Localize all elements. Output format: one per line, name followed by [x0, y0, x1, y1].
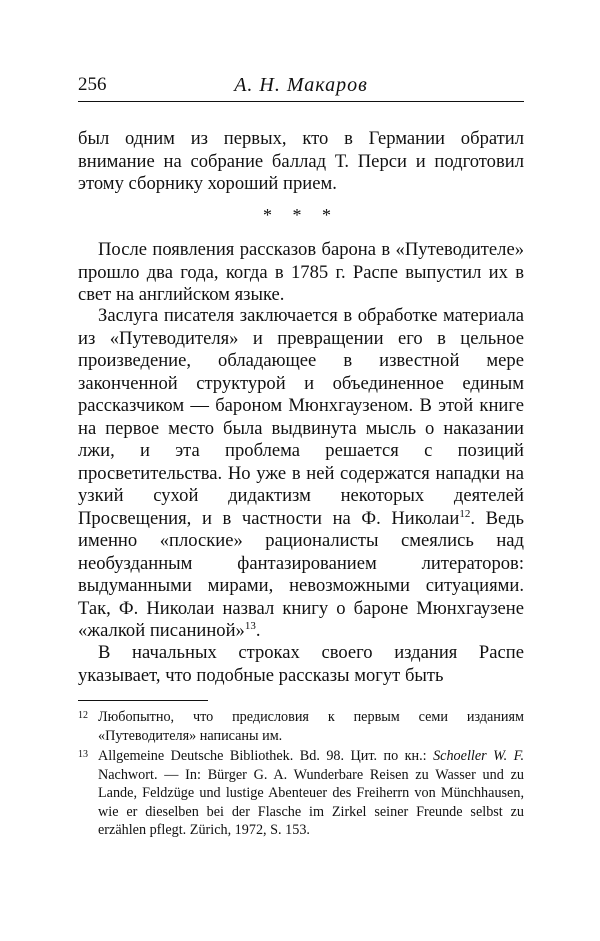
footnote-text-before: Allgemeine Deutsche Bibliothek. Bd. 98. Цит. по кн.: — [98, 748, 434, 764]
footnote-author: Schoeller W. F. — [433, 748, 524, 764]
paragraph-3-text-b: . Ведь именно «плоские» рационалисты смеялись над необузданным фантазированием литераторов: выдуманными мирами, невозможными ситуациями. Так, Ф. Николаи назвал книгу о бароне Мюнхгаузене «жалкой писаниной» — [78, 507, 524, 641]
running-title: А. Н. Макаров — [234, 74, 368, 96]
paragraph-3-text-a: Заслуга писателя заключается в обработке материала из «Путеводителя» и превращении его в цельное произведение, обладающее в известной мере законченной структурой и объединенное единым рассказчиком — бароном Мюнхгаузеном. В этой книге на первое место была выдвинута мысль о наказании лжи, и эта проблема решается с позиций просветительства. Но уже в ней содержатся нападки на узкий сухой дидактизм некоторых деятелей Просвещения, и в частности на Ф. Николаи — [78, 305, 524, 529]
footnote-ref-13: 13 — [244, 619, 256, 632]
footnote-12 — [78, 708, 524, 745]
header-rule — [78, 101, 524, 102]
footnote-13 — [78, 747, 524, 840]
footnote-text: Любопытно, что предисловия к первым семи изданиям «Путеводителя» написаны им. — [98, 709, 524, 744]
paragraph-2: После появления рассказов барона в «Путеводителе» прошло два года, когда в 1785 г. Распе выпустил их в свет на английском языке. — [78, 239, 524, 305]
footnote-rule — [78, 700, 208, 701]
section-separator: * * * — [263, 205, 339, 225]
footnote-number: 13 — [78, 749, 88, 760]
footnote-text-after: Nachwort. — In: Bürger G. A. Wunderbare Reisen zu Wasser und zu Lande, Feldzüge und lustige Abenteuer des Freiherrn von Münchhausen, wie er dieselben bei der Flasche im Zirkel seiner Freunde selbst zu erzählen pflegt. Zürich, 1972, S. 153. — [98, 766, 524, 838]
paragraph-3-text-c: . — [255, 620, 261, 641]
paragraph-1: был одним из первых, кто в Германии обратил внимание на собрание баллад Т. Перси и подготовил этому сборнику хороший прием. — [78, 128, 524, 194]
footnote-ref-12: 12 — [459, 507, 471, 520]
page-number: 256 — [78, 74, 107, 95]
paragraph-3 — [78, 305, 524, 643]
footnotes — [78, 708, 524, 840]
page-header — [78, 72, 524, 100]
footnote-number: 12 — [78, 710, 88, 721]
paragraph-4: В начальных строках своего издания Распе указывает, что подобные рассказы могут быть — [78, 642, 524, 686]
